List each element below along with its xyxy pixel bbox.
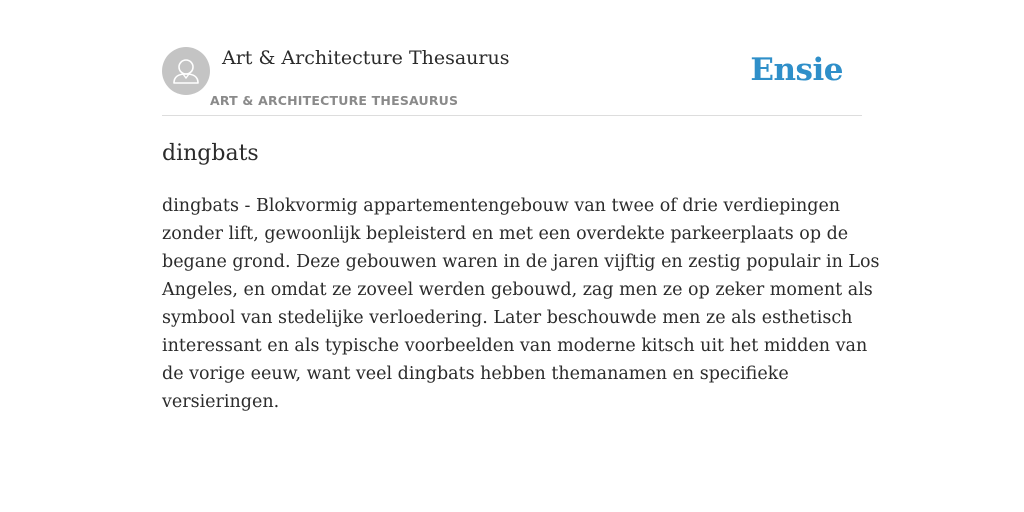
brand-logo[interactable]: Ensie: [750, 52, 843, 88]
definition-line: Angeles, en omdat ze zoveel werden gebouwd, zag men ze op zeker moment als: [162, 280, 873, 300]
definition-line: zonder lift, gewoonlijk bepleisterd en met een overdekte parkeerplaats op de: [162, 224, 849, 244]
site-name[interactable]: Art & Architecture Thesaurus: [222, 47, 510, 69]
definition-line: versieringen.: [162, 392, 280, 412]
page-title: dingbats: [162, 141, 259, 166]
definition-line: dingbats - Blokvormig appartementengebouw van twee of drie verdiepingen: [162, 196, 841, 216]
user-placeholder-icon: [162, 47, 210, 95]
site-caption[interactable]: ART & ARCHITECTURE THESAURUS: [210, 93, 459, 108]
definition-line: symbool van stedelijke verloedering. Later beschouwde men ze als esthetisch: [162, 308, 853, 328]
definition-text: [162, 192, 880, 416]
page-header: [162, 40, 862, 116]
avatar[interactable]: [162, 47, 210, 95]
definition-line: interessant en als typische voorbeelden van moderne kitsch uit het midden van: [162, 336, 868, 356]
definition-line: de vorige eeuw, want veel dingbats hebben themanamen en specifieke: [162, 364, 789, 384]
definition-line: begane grond. Deze gebouwen waren in de jaren vijftig en zestig populair in Los: [162, 252, 880, 272]
